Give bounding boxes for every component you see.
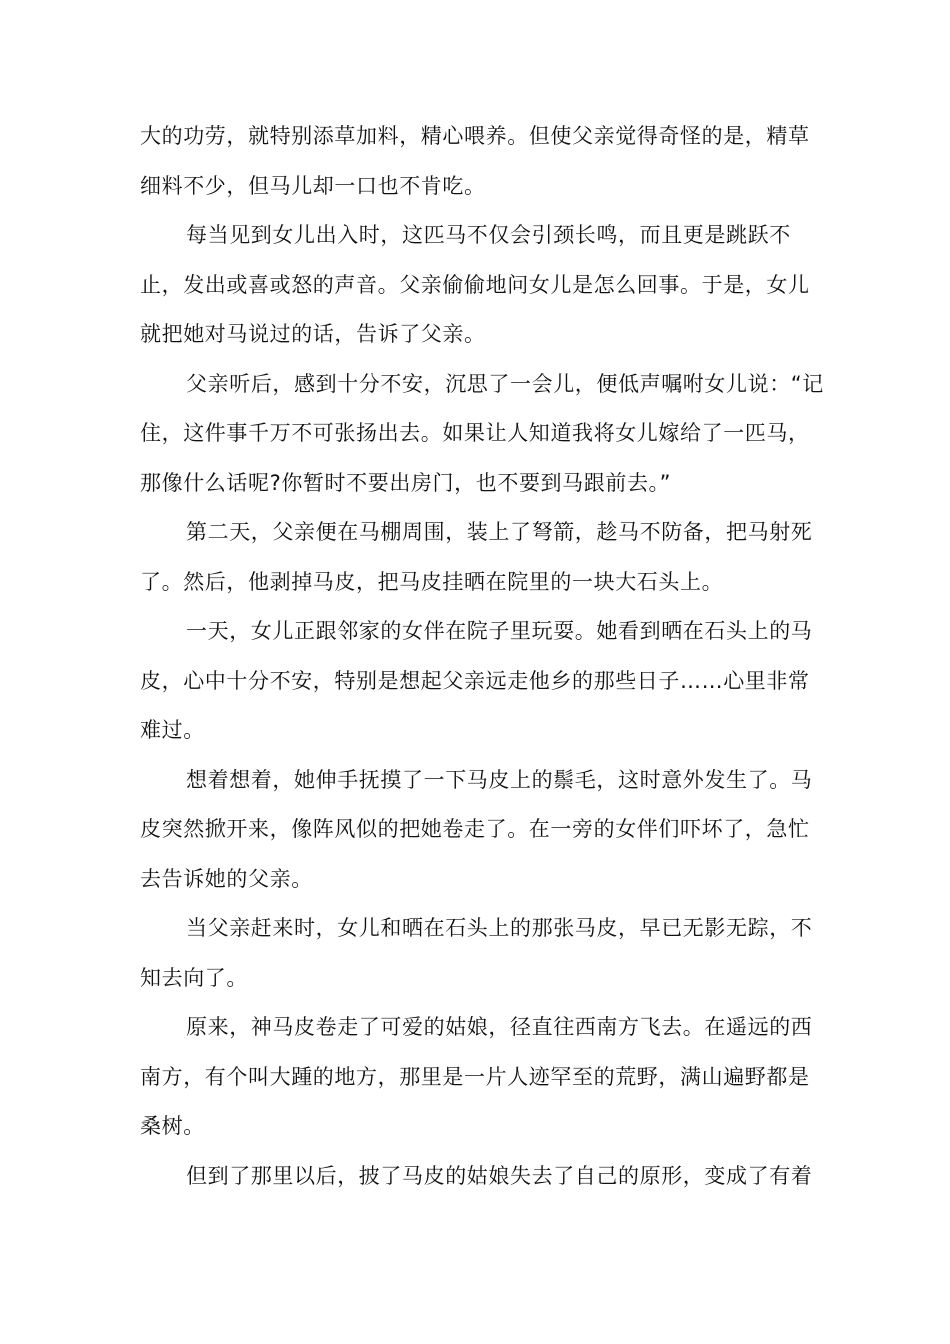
paragraph-8: 原来，神马皮卷走了可爱的姑娘，径直往西南方飞去。在遥远的西南方，有个叫大踵的地方，那里是一片人迹罕至的荒野，满山遍野都是桑树。 (140, 1015, 813, 1138)
paragraph-6: 想着想着，她伸手抚摸了一下马皮上的鬃毛，这时意外发生了。马皮突然掀开来，像阵风似的把她卷走了。在一旁的女伴们吓坏了，急忙去告诉她的父亲。 (140, 767, 813, 891)
paragraph-1: 大的功劳，就特别添草加料，精心喂养。但使父亲觉得奇怪的是，精草细料不少，但马儿却一口也不肯吃。 (140, 124, 810, 198)
paragraph-4: 第二天，父亲便在马棚周围，装上了弩箭，趁马不防备，把马射死了。然后，他剥掉马皮，把马皮挂晒在院里的一块大石头上。 (140, 520, 813, 594)
paragraph-5: 一天，女儿正跟邻家的女伴在院子里玩耍。她看到晒在石头上的马皮，心中十分不安，特别是想起父亲远走他乡的那些日子……心里非常难过。 (140, 619, 813, 742)
paragraph-3: 父亲听后，感到十分不安，沉思了一会儿，便低声嘱咐女儿说：“记住，这件事千万不可张扬出去。如果让人知道我将女儿嫁给了一匹马，那像什么话呢?你暂时不要出房门，也不要到马跟前去。” (140, 371, 824, 495)
document-body (140, 112, 830, 1201)
paragraph-9: 但到了那里以后，披了马皮的姑娘失去了自己的原形，变成了有着 (186, 1163, 813, 1188)
paragraph-7: 当父亲赶来时，女儿和晒在石头上的那张马皮，早已无影无踪，不知去向了。 (140, 916, 813, 990)
paragraph-2: 每当见到女儿出入时，这匹马不仅会引颈长鸣，而且更是跳跃不止，发出或喜或怒的声音。父亲偷偷地问女儿是怎么回事。于是，女儿就把她对马说过的话，告诉了父亲。 (140, 223, 810, 346)
